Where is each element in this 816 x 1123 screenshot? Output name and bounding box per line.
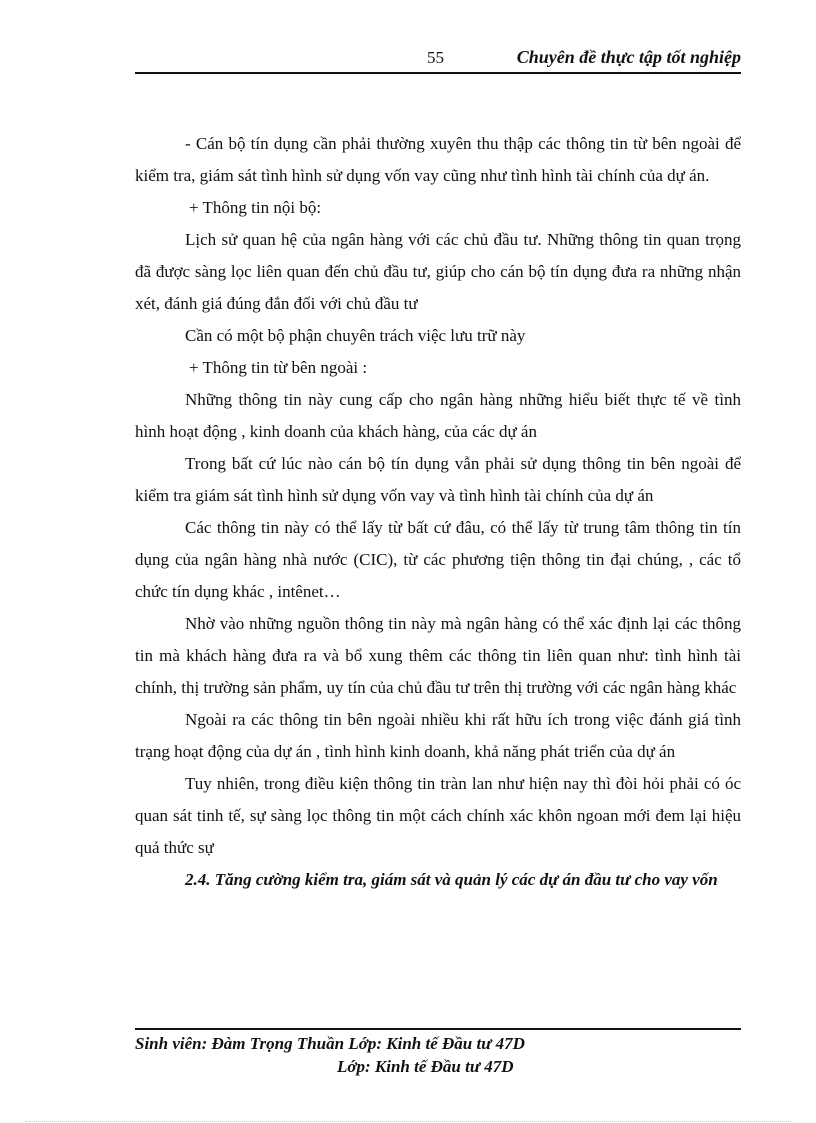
- paragraph: Ngoài ra các thông tin bên ngoài nhiều khi rất hữu ích trong việc đánh giá tình trạng hoạt động của dự án , tình hình kinh doanh, khả năng phát triển của dự án: [135, 710, 741, 761]
- subheading-internal-info: + Thông tin nội bộ:: [189, 198, 322, 217]
- paragraph: - Cán bộ tín dụng cần phải thường xuyên thu thập các thông tin từ bên ngoài để kiểm tra, giám sát tình hình sử dụng vốn vay cũng như tình hình tài chính của dự án.: [135, 134, 741, 185]
- page-number: 55: [427, 48, 444, 67]
- paragraph: Trong bất cứ lúc nào cán bộ tín dụng vẫn phải sử dụng thông tin bên ngoài để kiểm tra giám sát tình hình sử dụng vốn vay và tình hình tài chính của dự án: [135, 454, 741, 505]
- paragraph: Tuy nhiên, trong điều kiện thông tin tràn lan như hiện nay thì đòi hỏi phải có óc quan sát tinh tế, sự sàng lọc thông tin một cách chính xác khôn ngoan mới đem lại hiệu quả thức sự: [135, 774, 741, 857]
- paragraph: Lịch sử quan hệ của ngân hàng với các chủ đầu tư. Những thông tin quan trọng đã được sàng lọc liên quan đến chủ đầu tư, giúp cho cán bộ tín dụng đưa ra những nhận xét, đánh giá đúng đắn đối với chủ đầu tư: [135, 230, 741, 313]
- footer-class: Lớp: Kinh tế Đầu tư 47D: [337, 1057, 514, 1076]
- section-heading: 2.4. Tăng cường kiểm tra, giám sát và quản lý các dự án đầu tư cho vay vốn: [185, 870, 718, 889]
- document-body: [135, 128, 741, 896]
- paragraph: Các thông tin này có thể lấy từ bất cứ đâu, có thể lấy từ trung tâm thông tin tín dụng của ngân hàng nhà nước (CIC), từ các phương tiện thông tin đại chúng, , các tổ chức tín dụng khác , intênet…: [135, 518, 741, 601]
- paragraph: Nhờ vào những nguồn thông tin này mà ngân hàng có thể xác định lại các thông tin mà khách hàng đưa ra và bổ xung thêm các thông tin liên quan như: tình hình tài chính, thị trường sản phẩm, uy tín của chủ đầu tư trên thị trường với các ngân hàng khác: [135, 614, 741, 697]
- page-footer: [135, 1028, 741, 1076]
- footer-student: Sinh viên: Đàm Trọng Thuần Lớp: Kinh tế Đầu tư 47D: [135, 1034, 525, 1053]
- subheading-external-info: + Thông tin từ bên ngoài :: [189, 358, 368, 377]
- paragraph: Cần có một bộ phận chuyên trách việc lưu trữ này: [185, 326, 526, 345]
- page-header: [135, 46, 741, 74]
- page-edge-divider: [25, 1121, 791, 1122]
- paragraph: Những thông tin này cung cấp cho ngân hàng những hiểu biết thực tế về tình hình hoạt động , kinh doanh của khách hàng, của các dự án: [135, 390, 741, 441]
- header-title: Chuyên đề thực tập tốt nghiệp: [516, 47, 741, 67]
